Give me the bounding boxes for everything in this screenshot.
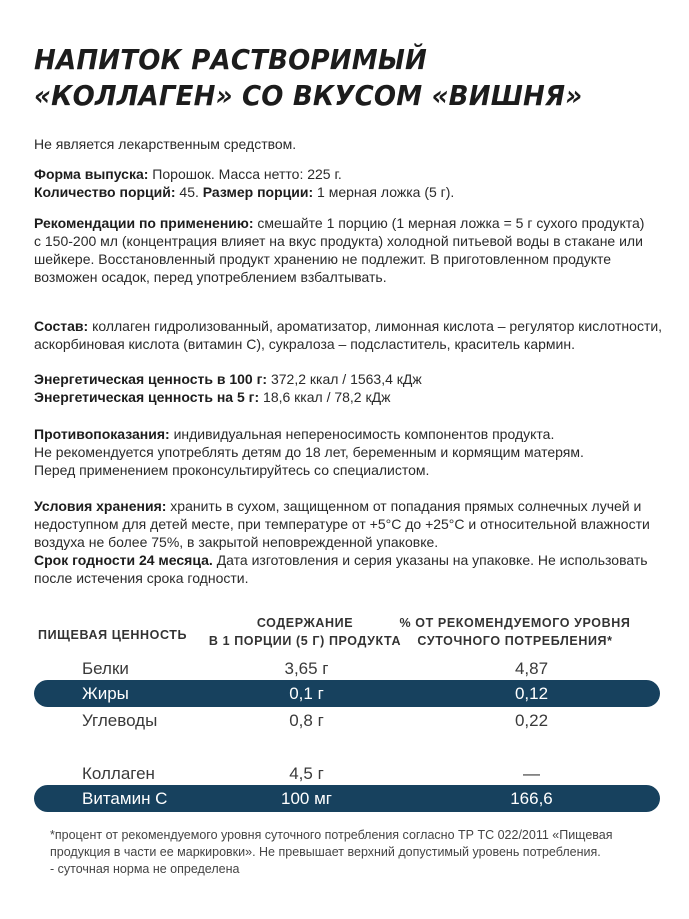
nutrient-percent: 0,22 [514,711,549,730]
nutrient-name: Витамин С [82,789,168,808]
nutrient-amount: 0,8 г [289,711,324,730]
storage-label: Условия хранения: [34,498,167,514]
storage-line-2: недоступном для детей месте, при температуре от +5°С до +25°С и относительной влажности [34,516,650,532]
title-line-2: «КОЛЛАГЕН» СО ВКУСОМ «ВИШНЯ» [34,79,583,112]
contraindications-label: Противопоказания: [34,426,170,442]
usage-label: Рекомендации по применению: [34,215,254,231]
table-header-percent-line-1: % ОТ РЕКОМЕНДУЕМОГО УРОВНЯ [399,616,631,630]
nutrient-name: Углеводы [82,711,158,730]
energy-100-value: 372,2 ккал / 1563,4 кДж [267,371,422,387]
disclaimer-text: Не является лекарственным средством. [34,136,297,152]
usage-line-3: шейкере. Восстановленный продукт хранению не подлежит. В приготовленном продукте [34,251,612,267]
product-title [34,42,629,114]
composition-label: Состав: [34,318,89,334]
portions-label: Количество порций: [34,184,176,200]
portion-size-label: Размер порции: [202,184,314,200]
table-header-content [205,614,405,650]
usage-line-4: возможен осадок, перед употреблением взбалтывать. [34,269,387,285]
nutrient-amount: 3,65 г [284,659,329,678]
nutrient-amount: 0,1 г [289,684,324,703]
table-header-percent [390,614,640,650]
table-row [34,655,660,682]
nutrient-percent: 0,12 [514,684,549,703]
nutrient-amount: 100 мг [281,789,332,808]
footnote-line-2: продукция в части ее маркировки». Не превышает верхний допустимый уровень потребления. [50,845,601,859]
energy-section [34,370,664,406]
form-value: Порошок. Масса нетто: 225 г. [148,166,342,182]
table-header-content-line-2: В 1 ПОРЦИИ (5 Г) ПРОДУКТА [208,634,402,648]
shelf-life-line-1: Дата изготовления и серия указаны на упаковке. Не использовать [212,552,648,568]
nutrient-name: Белки [82,659,129,678]
footnote-line-3: - суточная норма не определена [50,862,240,876]
title-line-1: НАПИТОК РАСТВОРИМЫЙ [34,43,427,76]
energy-5-value: 18,6 ккал / 78,2 кДж [259,389,391,405]
table-header-percent-line-2: СУТОЧНОГО ПОТРЕБЛЕНИЯ* [417,634,613,648]
storage-line-3: воздуха не более 75%, в закрытой неповрежденной упаковке. [34,534,439,550]
nutrient-amount: 4,5 г [289,764,324,783]
table-row [34,785,660,812]
disclaimer [34,135,664,153]
contraindications-line-1: индивидуальная непереносимость компонентов продукта. [169,426,555,442]
nutrient-percent: 4,87 [514,659,549,678]
footnote-line-1: *процент от рекомендуемого уровня суточного потребления согласно ТР ТС 022/2011 «Пищевая [50,828,613,842]
usage-line-2: с 150-200 мл (концентрация влияет на вкус продукта) холодной питьевой воды в стакане или [34,233,643,249]
table-row [34,680,660,707]
composition-line-2: аскорбиновая кислота (витамин С), сукралоза – подсластитель, краситель кармин. [34,336,575,352]
shelf-life-line-2: после истечения срока годности. [34,570,249,586]
release-form-section [34,165,664,201]
portion-size-value: 1 мерная ложка (5 г). [313,184,455,200]
portions-value: 45. [175,184,203,200]
table-row [34,760,660,787]
nutrient-name: Жиры [82,684,129,703]
contraindications-line-2: Не рекомендуется употреблять детям до 18 лет, беременным и кормящим матерям. [34,444,584,460]
energy-5-label: Энергетическая ценность на 5 г: [34,389,260,405]
nutrient-percent: — [523,764,540,783]
composition-line-1: коллаген гидролизованный, ароматизатор, лимонная кислота – регулятор кислотности, [88,318,663,334]
usage-line-1: смешайте 1 порцию (1 мерная ложка = 5 г сухого продукта) [253,215,645,231]
nutrient-name: Коллаген [82,764,155,783]
storage-line-1: хранить в сухом, защищенном от попадания прямых солнечных лучей и [166,498,642,514]
footnote [50,827,670,878]
storage-section [34,497,664,587]
nutrient-percent: 166,6 [510,789,553,808]
composition-section [34,317,664,353]
form-label: Форма выпуска: [34,166,149,182]
energy-100-label: Энергетическая ценность в 100 г: [34,371,268,387]
shelf-life-label: Срок годности 24 месяца. [34,552,213,568]
table-header-content-line-1: СОДЕРЖАНИЕ [256,616,354,630]
table-row [34,707,660,734]
contraindications-section [34,425,664,479]
contraindications-line-3: Перед применением проконсультируйтесь со специалистом. [34,462,430,478]
usage-section [34,214,664,286]
table-header-name: ПИЩЕВАЯ ЦЕННОСТЬ [38,628,188,642]
